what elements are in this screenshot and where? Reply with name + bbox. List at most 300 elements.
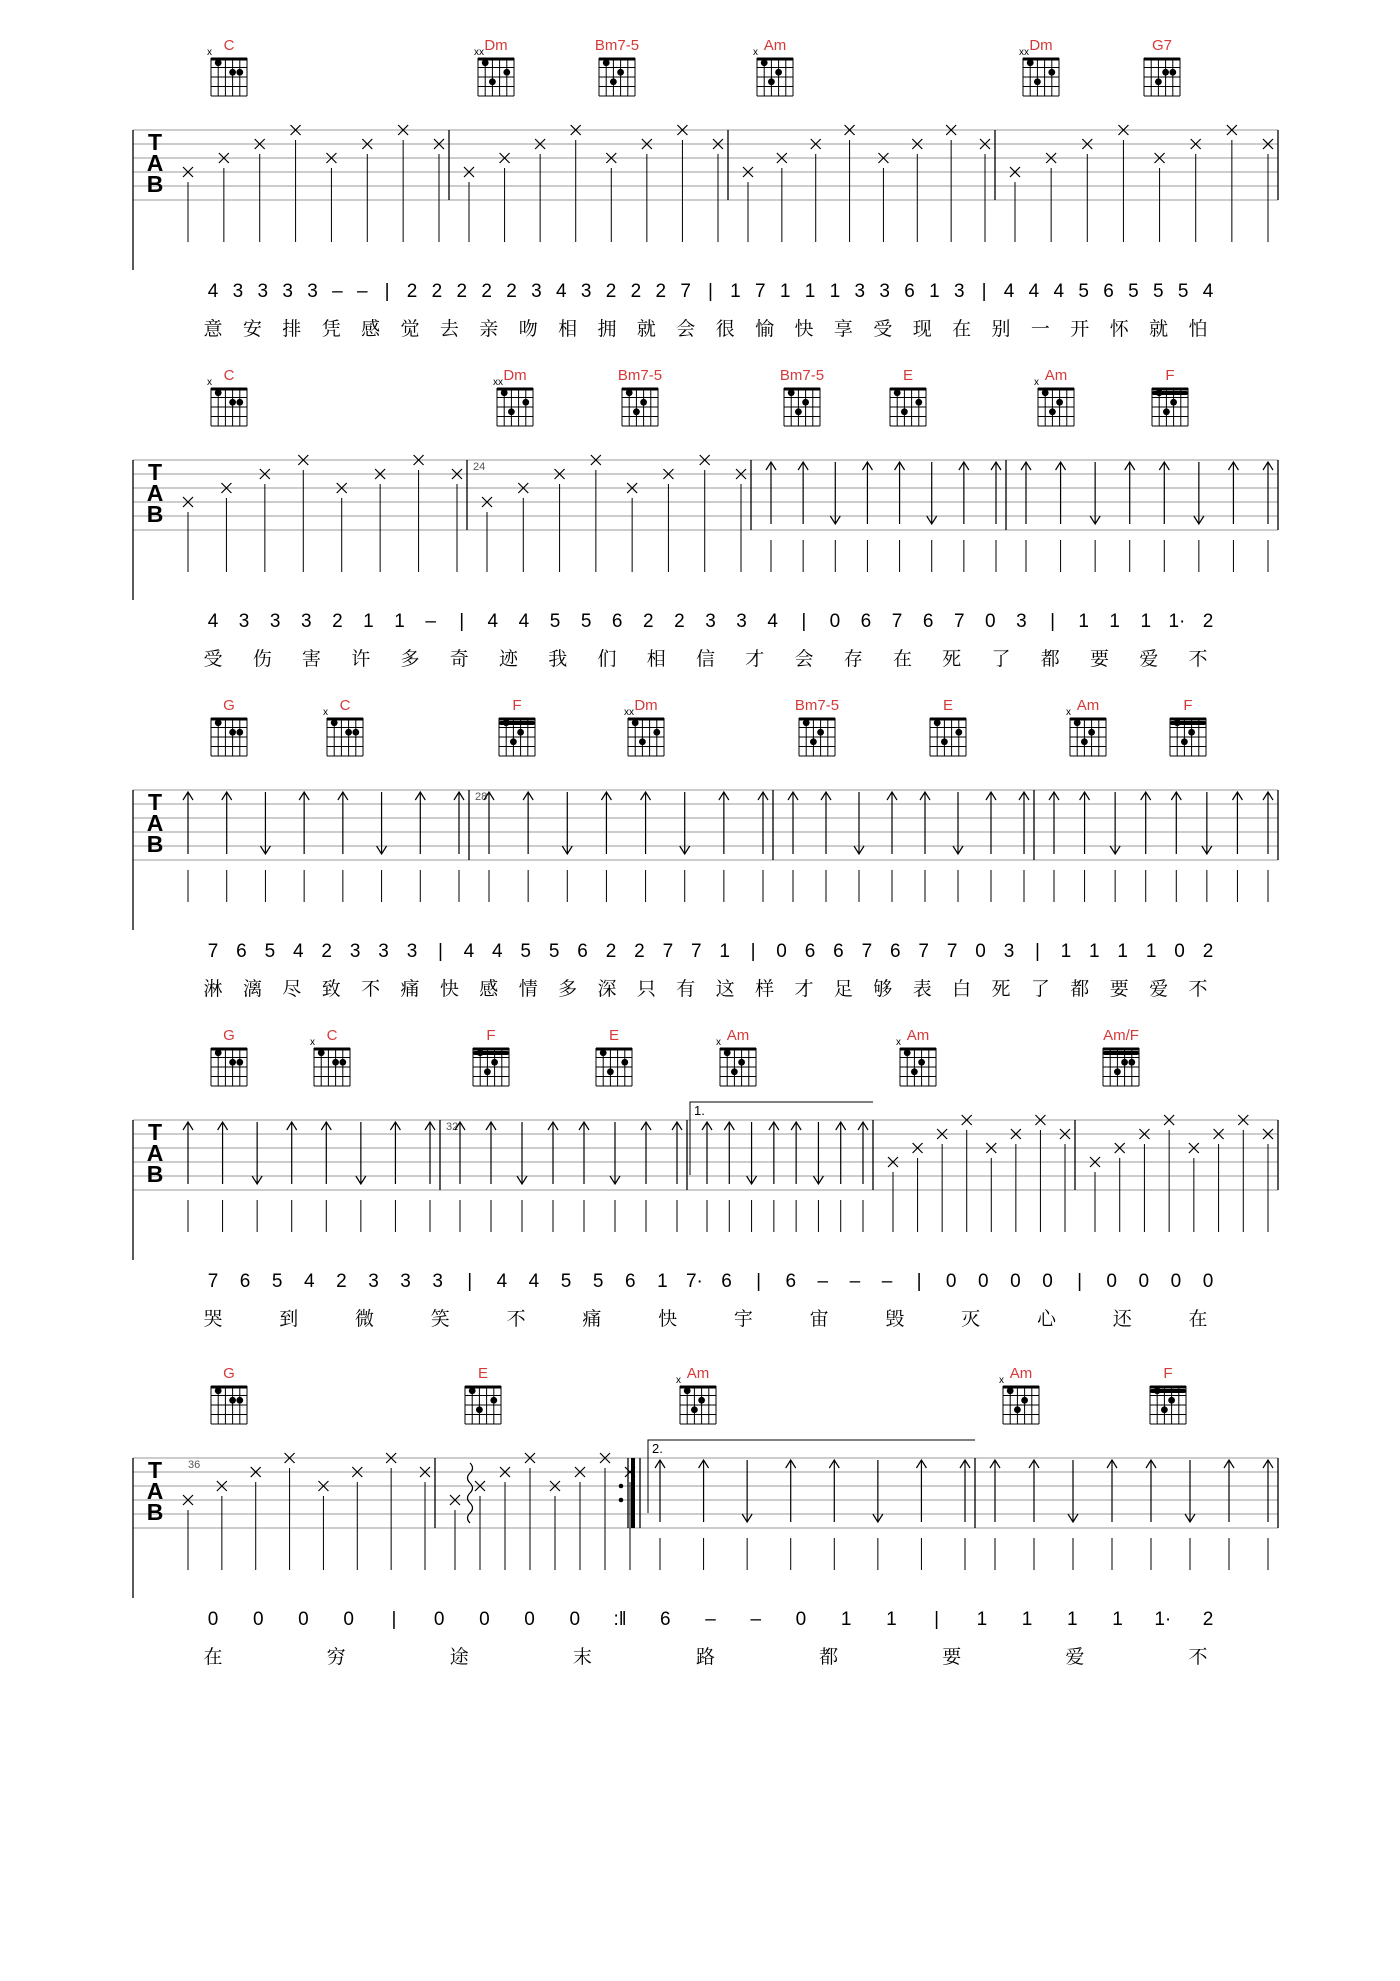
strum-up-arrow bbox=[991, 462, 1001, 524]
chord-diagram-f bbox=[1152, 367, 1188, 426]
chord-name: C bbox=[339, 697, 351, 714]
chord-finger-dot bbox=[617, 69, 624, 76]
strum-up-arrow bbox=[916, 1460, 926, 1522]
strum-up-arrow bbox=[858, 1122, 868, 1184]
lyric-character: 很 bbox=[715, 319, 735, 340]
jianpu-note: 1 bbox=[394, 611, 405, 632]
lyric-character: 亲 bbox=[479, 319, 499, 340]
lyric-character: 一 bbox=[1030, 319, 1050, 340]
tab-system-5 bbox=[133, 1440, 1278, 1668]
strum-up-arrow bbox=[222, 792, 232, 854]
chord-finger-dot bbox=[698, 1397, 705, 1404]
lyric-character: 我 bbox=[548, 649, 568, 670]
strum-down-arrow bbox=[1194, 462, 1204, 524]
lyric-character: 要 bbox=[942, 1647, 962, 1668]
chord-finger-dot bbox=[489, 78, 496, 85]
jianpu-note: – bbox=[849, 1271, 861, 1292]
chord-diagram-f bbox=[1170, 697, 1206, 756]
lyric-character: 多 bbox=[400, 649, 420, 670]
chord-finger-dot bbox=[640, 399, 647, 406]
chord-name: Am bbox=[906, 1027, 930, 1044]
lyric-character: 伤 bbox=[252, 649, 272, 670]
strum-down-arrow bbox=[747, 1122, 757, 1184]
jianpu-note: 6 bbox=[236, 941, 247, 962]
jianpu-note: 7 bbox=[891, 611, 903, 632]
strum-up-arrow bbox=[1141, 792, 1151, 854]
strum-down-arrow bbox=[1202, 792, 1212, 854]
chord-finger-dot bbox=[632, 719, 639, 726]
jianpu-note: 5 bbox=[520, 941, 532, 962]
strum-up-arrow bbox=[425, 1122, 435, 1184]
lyric-character: 死 bbox=[991, 979, 1011, 1000]
chord-muted-strings: x bbox=[207, 377, 212, 388]
chord-finger-dot bbox=[918, 1059, 925, 1066]
jianpu-note: 1 bbox=[1145, 941, 1157, 962]
strum-up-arrow bbox=[655, 1460, 665, 1522]
jianpu-note: 4 bbox=[767, 611, 778, 632]
jianpu-note: 4 bbox=[491, 941, 503, 962]
strum-up-arrow bbox=[390, 1122, 400, 1184]
strum-up-arrow bbox=[719, 792, 729, 854]
chord-diagram-bm75 bbox=[618, 367, 662, 426]
jianpu-note: 5 bbox=[580, 611, 592, 632]
chord-muted-strings: x bbox=[716, 1037, 721, 1048]
strum-down-arrow bbox=[830, 462, 840, 524]
lyric-character: 样 bbox=[755, 979, 775, 1000]
lyric-character: 许 bbox=[351, 649, 371, 670]
chord-finger-dot bbox=[1014, 1406, 1021, 1413]
strum-up-arrow bbox=[758, 792, 768, 854]
chord-name: F bbox=[1165, 367, 1175, 384]
chord-finger-dot bbox=[1121, 1059, 1128, 1066]
strum-down-arrow bbox=[1068, 1460, 1078, 1522]
strum-up-arrow bbox=[920, 792, 930, 854]
chord-finger-dot bbox=[345, 729, 352, 736]
chord-muted-strings: x bbox=[676, 1375, 681, 1386]
lyric-character: 快 bbox=[794, 319, 814, 340]
chord-muted-strings: x bbox=[999, 1375, 1004, 1386]
measure-divider: | bbox=[756, 1271, 762, 1292]
chord-finger-dot bbox=[490, 1397, 497, 1404]
jianpu-note: 1 bbox=[719, 941, 731, 962]
chord-name: G bbox=[223, 1365, 235, 1382]
tab-clef-letter: A bbox=[146, 1478, 164, 1504]
strum-up-arrow bbox=[1029, 1460, 1039, 1522]
lyric-character: 尽 bbox=[282, 979, 302, 1000]
lyric-character: 会 bbox=[676, 319, 696, 340]
lyric-character: 了 bbox=[991, 649, 1011, 670]
jianpu-note: 0 bbox=[985, 611, 996, 632]
jianpu-note: 4 bbox=[528, 1271, 540, 1292]
jianpu-note: 2 bbox=[605, 941, 617, 962]
strum-up-arrow bbox=[1224, 1460, 1234, 1522]
jianpu-note: 1 bbox=[1117, 941, 1129, 962]
jianpu-note: 4 bbox=[463, 941, 475, 962]
strum-pattern bbox=[183, 1453, 1273, 1570]
strum-up-arrow bbox=[791, 1122, 801, 1184]
lyric-character: 白 bbox=[952, 979, 972, 1000]
chord-finger-dot bbox=[215, 59, 222, 66]
lyric-character: 痛 bbox=[400, 979, 420, 1000]
strum-down-arrow bbox=[1185, 1460, 1195, 1522]
measure-divider: | bbox=[801, 611, 807, 632]
chord-name: G bbox=[223, 1027, 235, 1044]
lyric-character: 痛 bbox=[582, 1309, 602, 1330]
lyric-character: 快 bbox=[439, 979, 459, 1000]
jianpu-note: 6 bbox=[889, 941, 901, 962]
chord-name: Bm7-5 bbox=[779, 367, 825, 384]
chord-finger-dot bbox=[236, 1059, 243, 1066]
chord-finger-dot bbox=[1007, 1387, 1014, 1394]
chord-finger-dot bbox=[331, 719, 338, 726]
chord-finger-dot bbox=[600, 1049, 607, 1056]
chord-finger-dot bbox=[894, 389, 901, 396]
jianpu-note: 3 bbox=[705, 611, 716, 632]
jianpu-note: 6 bbox=[804, 941, 816, 962]
jianpu-note: 6 bbox=[611, 611, 623, 632]
jianpu-note: 2 bbox=[655, 281, 667, 302]
strum-up-arrow bbox=[1107, 1460, 1117, 1522]
chord-finger-dot bbox=[934, 719, 941, 726]
jianpu-note: 7 bbox=[861, 941, 873, 962]
chord-finger-dot bbox=[517, 729, 524, 736]
jianpu-note: 1 bbox=[886, 1609, 897, 1630]
jianpu-note: 6 bbox=[922, 611, 934, 632]
jianpu-note: 2 bbox=[630, 281, 642, 302]
jianpu-note: 0 bbox=[207, 1609, 219, 1630]
lyric-character: 感 bbox=[361, 319, 381, 340]
jianpu-note: 3 bbox=[307, 281, 318, 302]
jianpu-note: 1 bbox=[657, 1271, 668, 1292]
chord-name: Dm bbox=[484, 37, 508, 54]
strum-down-arrow bbox=[813, 1122, 823, 1184]
volta-label: 2. bbox=[652, 1441, 663, 1456]
strum-down-arrow bbox=[1090, 462, 1100, 524]
numbered-notation-row bbox=[208, 1609, 1214, 1630]
chord-name: Am bbox=[1044, 367, 1068, 384]
lyric-character: 感 bbox=[479, 979, 499, 1000]
jianpu-note: 7 bbox=[754, 281, 766, 302]
lyric-character: 不 bbox=[1188, 649, 1208, 670]
jianpu-note: 4 bbox=[487, 611, 499, 632]
strum-up-arrow bbox=[986, 792, 996, 854]
lyric-character: 别 bbox=[991, 319, 1011, 340]
chord-finger-dot bbox=[229, 1397, 236, 1404]
lyric-character: 就 bbox=[1149, 319, 1169, 340]
chord-finger-dot bbox=[215, 1049, 222, 1056]
lyric-character: 愉 bbox=[755, 319, 775, 340]
strum-down-arrow bbox=[1110, 792, 1120, 854]
chord-finger-dot bbox=[352, 729, 359, 736]
lyric-character: 才 bbox=[794, 979, 814, 1000]
tab-clef-letter: B bbox=[146, 171, 164, 197]
tab-clef-letter: T bbox=[147, 1457, 163, 1483]
jianpu-note: 0 bbox=[1174, 941, 1185, 962]
lyric-character: 在 bbox=[952, 319, 972, 340]
jianpu-note: 2 bbox=[332, 611, 343, 632]
chord-muted-strings: x bbox=[753, 47, 758, 58]
chord-name: Dm bbox=[634, 697, 658, 714]
measure-divider: | bbox=[1077, 1271, 1083, 1292]
strum-up-arrow bbox=[960, 1460, 970, 1522]
strum-up-arrow bbox=[1021, 462, 1031, 524]
chord-finger-dot bbox=[639, 738, 646, 745]
numbered-notation-row bbox=[208, 941, 1214, 962]
chord-diagram-e bbox=[465, 1365, 501, 1424]
lyric-character: 害 bbox=[301, 649, 322, 670]
strum-up-arrow bbox=[1263, 1460, 1273, 1522]
chord-finger-dot bbox=[1049, 408, 1056, 415]
strum-up-arrow bbox=[1263, 792, 1273, 854]
chord-finger-dot bbox=[901, 408, 908, 415]
jianpu-note: – bbox=[425, 611, 436, 632]
chord-diagram-dm bbox=[493, 367, 533, 426]
jianpu-note: 1· bbox=[1168, 611, 1186, 632]
chord-name: Am bbox=[1076, 697, 1100, 714]
jianpu-note: 4 bbox=[1003, 281, 1015, 302]
lyric-character: 怕 bbox=[1188, 319, 1208, 340]
chord-name: Am bbox=[726, 1027, 750, 1044]
chord-diagram-amf bbox=[1103, 1027, 1139, 1086]
jianpu-note: 0 bbox=[1170, 1271, 1182, 1292]
jianpu-note: 4 bbox=[1202, 281, 1214, 302]
strum-up-arrow bbox=[548, 1122, 558, 1184]
lyric-character: 不 bbox=[506, 1309, 526, 1330]
jianpu-note: 6 bbox=[833, 941, 844, 962]
chord-muted-strings: xx bbox=[624, 707, 634, 718]
tab-clef-letter: T bbox=[147, 129, 163, 155]
measure-divider: | bbox=[750, 941, 756, 962]
strum-up-arrow bbox=[641, 1122, 651, 1184]
lyrics-row bbox=[203, 1646, 1207, 1668]
lyric-character: 不 bbox=[361, 979, 381, 1000]
strum-up-arrow bbox=[338, 792, 348, 854]
strum-up-arrow bbox=[959, 462, 969, 524]
jianpu-note: 3 bbox=[368, 1271, 379, 1292]
tab-system-1 bbox=[133, 125, 1278, 340]
lyric-character: 排 bbox=[282, 319, 302, 340]
chord-diagram-bm75 bbox=[780, 367, 824, 426]
lyric-character: 信 bbox=[695, 649, 716, 670]
jianpu-note: 1 bbox=[929, 281, 940, 302]
chord-finger-dot bbox=[339, 1059, 346, 1066]
chord-finger-dot bbox=[522, 399, 529, 406]
chord-finger-dot bbox=[1081, 738, 1088, 745]
jianpu-note: – bbox=[817, 1271, 829, 1292]
jianpu-note: 2 bbox=[1202, 611, 1214, 632]
lyric-character: 吻 bbox=[518, 319, 538, 340]
jianpu-note: :‖ bbox=[613, 1609, 627, 1630]
measure-divider: | bbox=[459, 611, 465, 632]
jianpu-note: 6 bbox=[577, 941, 588, 962]
tab-system-2 bbox=[133, 455, 1278, 670]
strum-up-arrow bbox=[183, 792, 193, 854]
chord-finger-dot bbox=[788, 389, 795, 396]
jianpu-note: 1 bbox=[1140, 611, 1152, 632]
lyric-character: 穷 bbox=[326, 1647, 346, 1668]
chord-diagram-g bbox=[211, 697, 247, 756]
strum-pattern bbox=[183, 792, 1273, 902]
chord-diagram-g bbox=[211, 1365, 247, 1424]
strum-up-arrow bbox=[218, 1122, 228, 1184]
lyric-character: 足 bbox=[833, 979, 853, 1000]
numbered-notation-row bbox=[208, 281, 1214, 302]
chord-diagram-dm bbox=[624, 697, 664, 756]
chord-diagram-c bbox=[207, 367, 247, 426]
chord-finger-dot bbox=[1027, 59, 1034, 66]
chord-finger-dot bbox=[1021, 1397, 1028, 1404]
jianpu-note: 3 bbox=[238, 611, 250, 632]
lyric-character: 灭 bbox=[961, 1309, 981, 1330]
chord-name: E bbox=[477, 1365, 489, 1382]
jianpu-note: 6 bbox=[904, 281, 915, 302]
chord-muted-strings: x bbox=[1034, 377, 1039, 388]
strum-down-arrow bbox=[377, 792, 387, 854]
tab-clef-letter: B bbox=[146, 1161, 164, 1187]
jianpu-note: 5 bbox=[548, 941, 560, 962]
numbered-notation-row bbox=[208, 611, 1214, 632]
chord-finger-dot bbox=[810, 738, 817, 745]
lyric-character: 在 bbox=[203, 1647, 223, 1668]
strum-up-arrow bbox=[486, 1122, 496, 1184]
chord-finger-dot bbox=[775, 69, 782, 76]
lyric-character: 觉 bbox=[400, 319, 420, 340]
chord-finger-dot bbox=[484, 1068, 491, 1075]
chord-diagram-dm bbox=[1019, 37, 1059, 96]
chord-diagram-am bbox=[896, 1027, 936, 1086]
strum-up-arrow bbox=[601, 792, 611, 854]
chord-diagram-g bbox=[211, 1027, 247, 1086]
chord-finger-dot bbox=[817, 729, 824, 736]
strum-up-arrow bbox=[724, 1122, 734, 1184]
lyric-character: 快 bbox=[658, 1309, 678, 1330]
chord-name: Am bbox=[686, 1365, 710, 1382]
jianpu-note: 7 bbox=[662, 941, 674, 962]
jianpu-note: 2 bbox=[1202, 941, 1214, 962]
chord-diagram-am bbox=[999, 1365, 1039, 1424]
jianpu-note: 2 bbox=[506, 281, 517, 302]
chord-muted-strings: xx bbox=[493, 377, 503, 388]
chord-name: Bm7-5 bbox=[617, 367, 663, 384]
jianpu-note: 4 bbox=[207, 281, 219, 302]
chord-diagram-bm75 bbox=[795, 697, 839, 756]
lyric-character: 就 bbox=[636, 319, 656, 340]
lyric-character: 都 bbox=[1070, 979, 1090, 1000]
lyric-character: 会 bbox=[794, 649, 814, 670]
strum-down-arrow bbox=[356, 1122, 366, 1184]
lyric-character: 享 bbox=[833, 319, 853, 340]
jianpu-note: 6 bbox=[1103, 281, 1114, 302]
chord-finger-dot bbox=[236, 399, 243, 406]
chord-finger-dot bbox=[215, 389, 222, 396]
jianpu-note: 1 bbox=[804, 281, 816, 302]
chord-diagram-e bbox=[890, 367, 926, 426]
strum-up-arrow bbox=[1125, 462, 1135, 524]
jianpu-note: 5 bbox=[592, 1271, 604, 1292]
chord-finger-dot bbox=[1048, 69, 1055, 76]
jianpu-note: 0 bbox=[975, 941, 986, 962]
measure-number: 24 bbox=[473, 461, 486, 473]
chord-muted-strings: x bbox=[1066, 707, 1071, 718]
lyric-character: 才 bbox=[745, 649, 765, 670]
chord-finger-dot bbox=[236, 1397, 243, 1404]
volta-bracket bbox=[690, 1102, 873, 1175]
strum-up-arrow bbox=[798, 462, 808, 524]
lyric-character: 不 bbox=[1188, 979, 1208, 1000]
jianpu-note: 7 bbox=[953, 611, 965, 632]
lyrics-row bbox=[203, 977, 1207, 1000]
chord-finger-dot bbox=[955, 729, 962, 736]
chord-finger-dot bbox=[684, 1387, 691, 1394]
chord-finger-dot bbox=[633, 408, 640, 415]
lyric-character: 表 bbox=[912, 979, 932, 1000]
jianpu-note: 5 bbox=[1177, 281, 1189, 302]
jianpu-note: 7 bbox=[690, 941, 702, 962]
lyric-character: 去 bbox=[439, 319, 459, 340]
measure-divider: | bbox=[467, 1271, 473, 1292]
jianpu-note: 1 bbox=[1109, 611, 1121, 632]
strum-up-arrow bbox=[287, 1122, 297, 1184]
chord-name: Dm bbox=[1029, 37, 1053, 54]
chord-finger-dot bbox=[1188, 729, 1195, 736]
jianpu-note: 3 bbox=[400, 1271, 411, 1292]
jianpu-note: 0 bbox=[1042, 1271, 1053, 1292]
tab-clef bbox=[147, 1119, 164, 1187]
chord-finger-dot bbox=[738, 1059, 745, 1066]
chord-finger-dot bbox=[1074, 719, 1081, 726]
chord-finger-dot bbox=[1163, 408, 1170, 415]
measure-divider: | bbox=[708, 281, 713, 302]
chord-name: E bbox=[608, 1027, 620, 1044]
jianpu-note: 1· bbox=[1154, 1609, 1172, 1630]
tab-clef-letter: A bbox=[146, 150, 164, 176]
chord-diagram-f bbox=[499, 697, 535, 756]
jianpu-note: 3 bbox=[232, 281, 244, 302]
jianpu-note: 3 bbox=[879, 281, 890, 302]
chord-name: E bbox=[942, 697, 954, 714]
lyric-character: 受 bbox=[873, 319, 893, 340]
chord-finger-dot bbox=[476, 1406, 483, 1413]
jianpu-note: 3 bbox=[531, 281, 542, 302]
chord-finger-dot bbox=[229, 399, 236, 406]
chord-muted-strings: xx bbox=[474, 47, 484, 58]
chord-finger-dot bbox=[941, 738, 948, 745]
strum-down-arrow bbox=[610, 1122, 620, 1184]
jianpu-note: 3 bbox=[378, 941, 389, 962]
jianpu-note: 6 bbox=[659, 1609, 671, 1630]
tab-system-3 bbox=[133, 789, 1278, 1000]
lyric-character: 要 bbox=[1089, 649, 1110, 670]
measure-divider: | bbox=[934, 1609, 940, 1630]
lyric-character: 心 bbox=[1036, 1309, 1056, 1330]
lyric-character: 深 bbox=[597, 979, 617, 1000]
jianpu-note: 0 bbox=[829, 611, 841, 632]
jianpu-note: 7 bbox=[680, 281, 691, 302]
lyric-character: 怀 bbox=[1109, 319, 1129, 340]
chord-finger-dot bbox=[1056, 399, 1063, 406]
strum-up-arrow bbox=[1171, 792, 1181, 854]
chord-finger-dot bbox=[508, 408, 515, 415]
chord-finger-dot bbox=[904, 1049, 911, 1056]
tab-clef-letter: T bbox=[147, 789, 163, 815]
jianpu-note: 4 bbox=[1028, 281, 1040, 302]
jianpu-note: 2 bbox=[431, 281, 443, 302]
chord-finger-dot bbox=[610, 78, 617, 85]
jianpu-note: 1 bbox=[1112, 1609, 1123, 1630]
lyric-character: 毁 bbox=[885, 1309, 905, 1330]
jianpu-note: 1 bbox=[779, 281, 791, 302]
strum-up-arrow bbox=[1228, 462, 1238, 524]
